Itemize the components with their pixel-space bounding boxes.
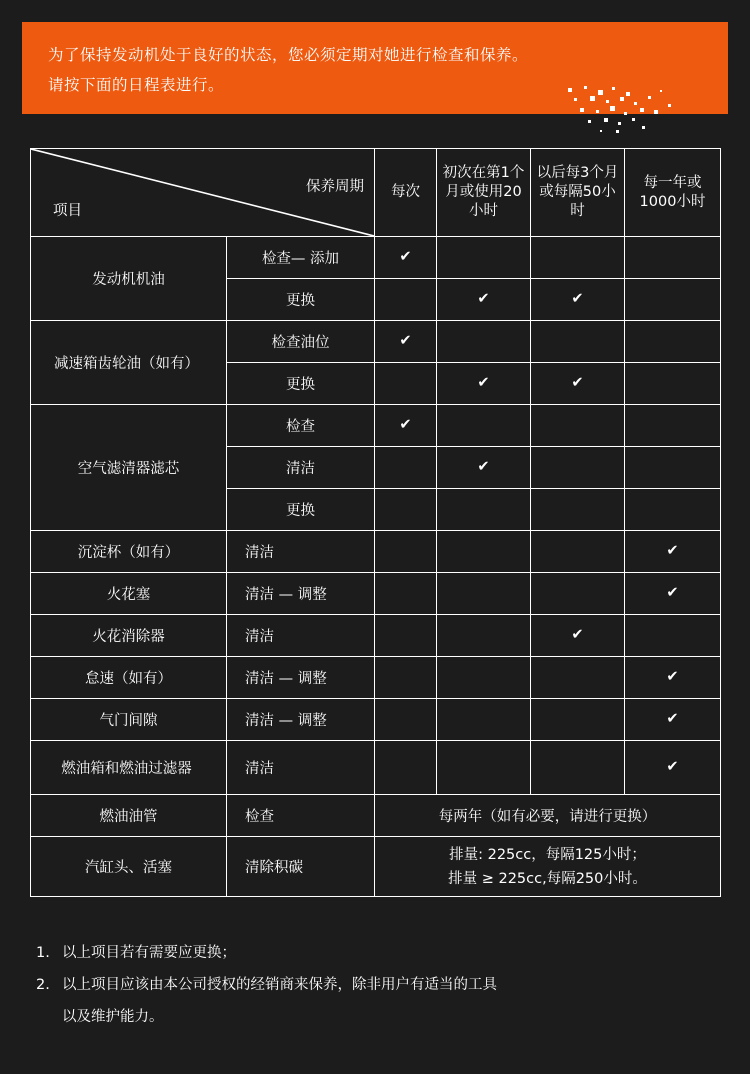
item-fuel-tank-filter-label: 燃油箱和燃油过滤器 — [61, 761, 192, 777]
table-row — [31, 573, 721, 615]
banner-line-1: 为了保持发动机处于良好的状态，您必须定期对她进行检查和保养。 — [48, 46, 529, 64]
item-engine-oil: 发动机机油 — [31, 237, 227, 321]
mark-cell — [375, 657, 437, 699]
mark-cell — [531, 489, 625, 531]
operation-cell: 更换 — [227, 489, 375, 531]
operation-cell: 检查油位 — [227, 321, 375, 363]
mark-cell: ✔ — [531, 363, 625, 405]
mark-cell — [625, 279, 721, 321]
table-row — [31, 237, 721, 279]
mark-cell: ✔ — [375, 321, 437, 363]
mark-cell — [375, 279, 437, 321]
mark-cell — [375, 363, 437, 405]
table-row — [31, 795, 721, 837]
mark-cell — [437, 657, 531, 699]
mark-cell — [531, 573, 625, 615]
mark-cell — [625, 363, 721, 405]
mark-cell: ✔ — [625, 657, 721, 699]
mark-cell — [375, 615, 437, 657]
table-row — [31, 837, 721, 897]
operation-cell: 检查 — [227, 795, 375, 837]
note-line-2: 排量 ≥ 225cc,每隔250小时。 — [448, 870, 647, 887]
item-fuel-tank-filter — [31, 741, 227, 795]
mark-cell: ✔ — [437, 363, 531, 405]
operation-cell: 更换 — [227, 279, 375, 321]
mark-cell: ✔ — [625, 699, 721, 741]
operation-cell: 更换 — [227, 363, 375, 405]
mark-cell — [375, 699, 437, 741]
footnote-1-number: 1. — [36, 945, 50, 961]
mark-cell — [625, 447, 721, 489]
item-air-filter: 空气滤清器滤芯 — [31, 405, 227, 531]
mark-cell — [531, 321, 625, 363]
item-gearbox-oil-label: 减速箱齿轮油（如有） — [54, 356, 199, 372]
maintenance-schedule-table — [30, 148, 720, 897]
footnotes — [36, 938, 726, 1032]
note-cylinder-head — [375, 837, 721, 897]
mark-cell — [375, 573, 437, 615]
table-row — [31, 699, 721, 741]
table-row — [31, 657, 721, 699]
operation-cell: 清除积碳 — [227, 837, 375, 897]
operation-cell: 清洁 — 调整 — [227, 657, 375, 699]
mark-cell: ✔ — [625, 741, 721, 795]
mark-cell — [625, 615, 721, 657]
mark-cell — [437, 573, 531, 615]
item-gearbox-oil — [31, 321, 227, 405]
item-header-label: 项目 — [53, 203, 82, 219]
item-idle-speed: 怠速（如有） — [31, 657, 227, 699]
operation-cell: 清洁 — [227, 741, 375, 795]
item-cylinder-head-piston: 汽缸头、活塞 — [31, 837, 227, 897]
footnote-2-number: 2. — [36, 977, 50, 993]
footnote-1-text: 以上项目若有需要应更换； — [62, 945, 236, 961]
header-first-month: 初次在第1个月或使用20小时 — [437, 149, 531, 237]
table-row — [31, 531, 721, 573]
mark-cell: ✔ — [437, 447, 531, 489]
mark-cell — [437, 741, 531, 795]
header-every-use: 每次 — [375, 149, 437, 237]
mark-cell — [531, 447, 625, 489]
item-fuel-line: 燃油油管 — [31, 795, 227, 837]
item-spark-arrester: 火花消除器 — [31, 615, 227, 657]
operation-cell: 清洁 — [227, 447, 375, 489]
operation-cell: 清洁 — [227, 531, 375, 573]
footnote-2-continuation: 以及维护能力。 — [62, 1009, 164, 1025]
mark-cell — [437, 321, 531, 363]
item-spark-plug: 火花塞 — [31, 573, 227, 615]
mark-cell — [531, 657, 625, 699]
operation-cell: 清洁 — 调整 — [227, 573, 375, 615]
mark-cell — [375, 447, 437, 489]
mark-cell — [625, 321, 721, 363]
banner-line-2: 请按下面的日程表进行。 — [48, 76, 225, 94]
mark-cell: ✔ — [625, 573, 721, 615]
mark-cell — [375, 489, 437, 531]
table-row — [31, 741, 721, 795]
mark-cell — [531, 237, 625, 279]
mark-cell: ✔ — [625, 531, 721, 573]
operation-cell: 清洁 — 调整 — [227, 699, 375, 741]
mark-cell: ✔ — [375, 405, 437, 447]
corner-header-cell — [31, 149, 375, 237]
mark-cell — [531, 699, 625, 741]
mark-cell — [437, 531, 531, 573]
mark-cell — [375, 741, 437, 795]
item-sediment-cup: 沉淀杯（如有） — [31, 531, 227, 573]
table-row — [31, 321, 721, 363]
mark-cell — [531, 531, 625, 573]
period-header-label: 保养周期 — [306, 179, 364, 195]
note-fuel-line: 每两年（如有必要，请进行更换） — [375, 795, 721, 837]
note-line-1: 排量: 225cc，每隔125小时； — [449, 846, 646, 863]
mark-cell — [625, 405, 721, 447]
mark-cell — [437, 615, 531, 657]
mark-cell — [531, 741, 625, 795]
operation-cell: 检查 — [227, 405, 375, 447]
header-every-3-months: 以后每3个月或每隔50小时 — [531, 149, 625, 237]
item-valve-clearance: 气门间隙 — [31, 699, 227, 741]
mark-cell — [375, 531, 437, 573]
mark-cell — [437, 237, 531, 279]
mark-cell — [531, 405, 625, 447]
footnote-1 — [36, 938, 726, 968]
mark-cell: ✔ — [531, 615, 625, 657]
mark-cell — [437, 405, 531, 447]
footnote-2 — [36, 970, 726, 1000]
footnote-2-text: 以上项目应该由本公司授权的经销商来保养，除非用户有适当的工具 — [62, 977, 497, 993]
notice-banner — [22, 22, 728, 114]
header-every-year: 每一年或1000小时 — [625, 149, 721, 237]
mark-cell — [437, 489, 531, 531]
mark-cell — [625, 237, 721, 279]
mark-cell — [625, 489, 721, 531]
operation-cell: 清洁 — [227, 615, 375, 657]
mark-cell: ✔ — [375, 237, 437, 279]
mark-cell: ✔ — [437, 279, 531, 321]
operation-cell: 检查— 添加 — [227, 237, 375, 279]
table-row — [31, 405, 721, 447]
mark-cell — [437, 699, 531, 741]
table-header-row — [31, 149, 721, 237]
mark-cell: ✔ — [531, 279, 625, 321]
table-row — [31, 615, 721, 657]
